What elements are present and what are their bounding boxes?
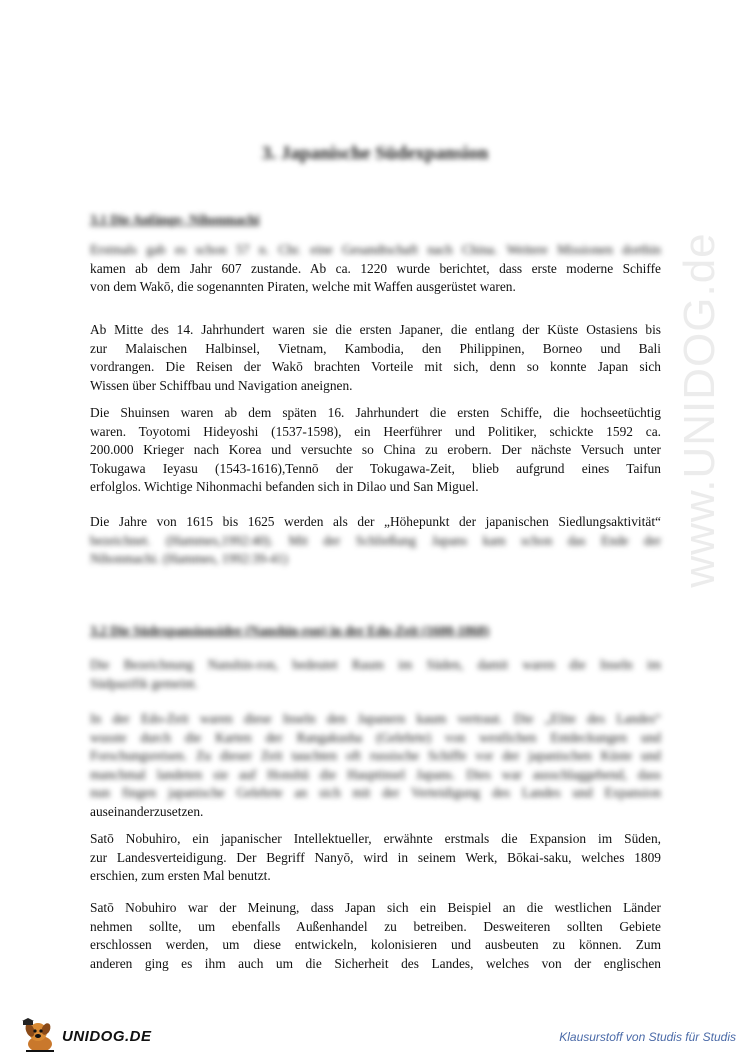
- text-line: Die Shuinsen waren ab dem späten 16. Jahrhundert die ersten Schiffe, die hochseetüchtig: [90, 405, 661, 420]
- paragraph-6: [90, 710, 661, 822]
- footer-tagline: Klausurstoff von Studis für Studis: [559, 1030, 736, 1044]
- logo-text: UNIDOG.DE: [62, 1027, 152, 1045]
- text-line: waren. Toyotomi Hideyoshi (1537-1598), ein Heerführer und Politiker, schickte 1592 ca.: [90, 423, 661, 439]
- paragraph-4: [90, 513, 661, 569]
- text-line: kamen ab dem Jahr 607 zustande. Ab ca. 1220 wurde berichtet, dass erste moderne Schiffe: [90, 260, 661, 276]
- paragraph-1: [90, 241, 661, 297]
- unidog-logo[interactable]: [20, 1018, 152, 1054]
- paragraph-7: [90, 830, 661, 886]
- section-heading-2: 3.2 Die Südexpansionsidee (Nanshin-ron) in der Edo-Zeit (1600-1868): [90, 623, 490, 638]
- text-line: 200.000 Krieger nach Korea und versuchte so China zu erobern. Der nächste Versuch unter: [90, 442, 661, 458]
- text-line: Ab Mitte des 14. Jahrhundert waren sie die ersten Japaner, die entlang der Küste Ostasiens bis: [90, 322, 661, 337]
- section-heading-1: 3.1 Die Anfänge- Nihonmachi: [90, 212, 260, 227]
- text-line: auseinanderzusetzen.: [90, 803, 204, 819]
- text-line: nun fingen japanische Gelehrte an sich mit der Verteidigung des Landes und Expansion: [90, 785, 661, 801]
- paragraph-8: [90, 899, 661, 973]
- text-line: anderen ging es ihm auch um die Sicherheit des Landes, welches von der englischen: [90, 955, 661, 971]
- watermark: www.UNIDOG.de: [675, 232, 724, 588]
- text-line: Tokugawa Ieyasu (1543-1616),Tennō der Tokugawa-Zeit, blieb aufgrund eines Taifun: [90, 460, 661, 476]
- paragraph-2: [90, 321, 661, 395]
- text-line: manchmal landeten sie auf Honshū die Hauptinsel Japans. Dies war ausschlaggebend, dass: [90, 766, 661, 782]
- text-line: zur Malaischen Halbinsel, Vietnam, Kambodia, den Philippinen, Borneo und Bali: [90, 340, 661, 356]
- dog-mascot-icon: [20, 1018, 60, 1054]
- text-line: erschlossen werden, um diese entwickeln, kolonisieren und ausbeuten zu können. Zum: [90, 937, 661, 953]
- text-line: nehmen sollte, um ebenfalls Außenhandel zu betreiben. Desweiteren sollten Gebiete: [90, 918, 661, 934]
- text-line: Nihonmachi. (Hammes, 1992:39-41): [90, 551, 288, 567]
- text-line: Satō Nobuhiro war der Meinung, dass Japan sich ein Beispiel an die westlichen Länder: [90, 900, 661, 915]
- text-line: Südpazifik gemeint.: [90, 675, 198, 691]
- text-line: bezeichnet. (Hammes,1992:40). Mit der Schließung Japans kam schon das Ende der: [90, 532, 661, 548]
- text-line: wusste durch die Karten der Rangakusha (Gelehrte) von westlichen Entdeckungen und: [90, 729, 661, 745]
- text-line: zur Landesverteidigung. Der Begriff Nanyō, wird in seinem Werk, Bōkai-saku, welches 1809: [90, 849, 661, 865]
- text-line: Forschungsreisen. Zu dieser Zeit tauchten oft russische Schiffe vor der japanischen Küste und: [90, 748, 661, 764]
- text-line: vordrangen. Die Reisen der Wakō brachten Vorteile mit sich, denn so konnte Japan sich: [90, 359, 661, 375]
- text-line: von dem Wakō, die sogenannten Piraten, welche mit Waffen ausgerüstet waren.: [90, 279, 516, 295]
- paragraph-3: [90, 404, 661, 497]
- text-line: Satō Nobuhiro, ein japanischer Intellektueller, erwähnte erstmals die Expansion im Süden,: [90, 831, 661, 846]
- text-line: erfolglos. Wichtige Nihonmachi befanden sich in Dilao und San Miguel.: [90, 479, 479, 495]
- page-title: 3. Japanische Südexpansion: [261, 143, 489, 164]
- text-line: Die Bezeichnung Nanshin-ron, bedeutet Raum im Süden, damit waren die Inseln im: [90, 657, 661, 672]
- text-line: Die Jahre von 1615 bis 1625 werden als der „Höhepunkt der japanischen Siedlungsaktivität“: [90, 514, 661, 529]
- text-line: erschien, zum ersten Mal benutzt.: [90, 868, 271, 884]
- paragraph-5: [90, 656, 661, 693]
- text-line: Wissen über Schiffbau und Navigation aneignen.: [90, 377, 353, 393]
- text-line: In der Edo-Zeit waren diese Inseln den Japanern kaum vertraut. Die „Elite des Landes“: [90, 711, 661, 726]
- text-line: Erstmals gab es schon 57 n. Chr. eine Gesandtschaft nach China. Weitere Missionen dorthin: [90, 242, 661, 257]
